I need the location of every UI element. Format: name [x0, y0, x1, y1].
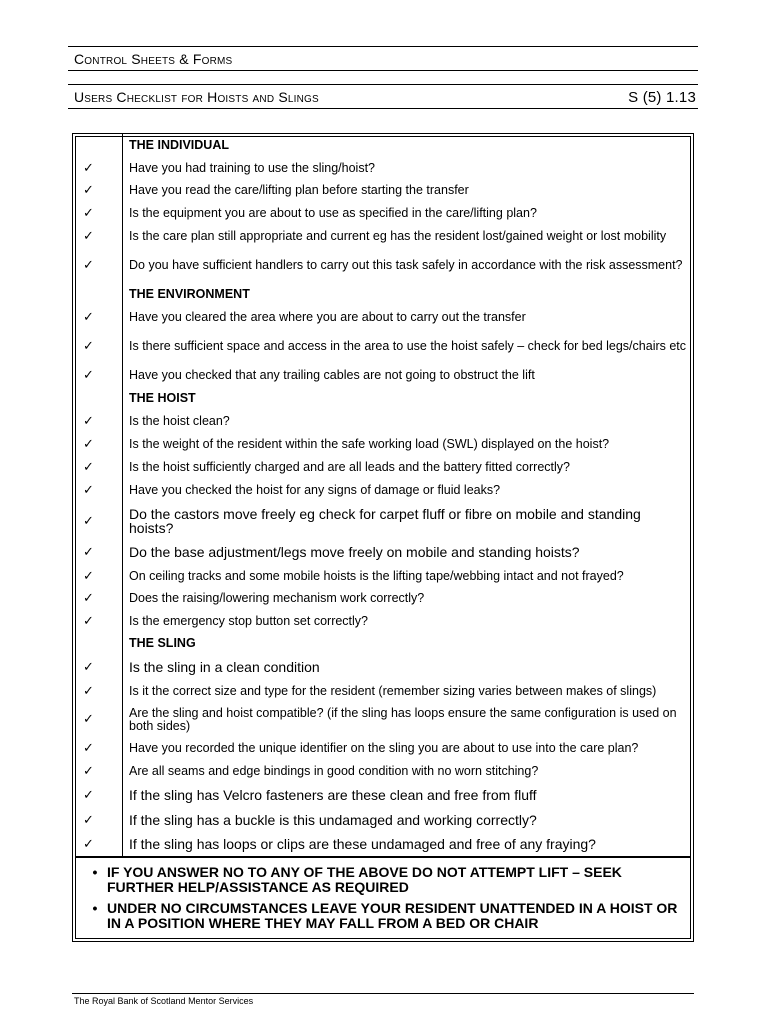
checklist-item [73, 565, 693, 587]
checklist-item [73, 783, 693, 808]
checkmark-icon: ✓ [73, 610, 123, 632]
checkmark-icon: ✓ [73, 760, 123, 783]
checklist-item [73, 680, 693, 702]
section-heading-row [73, 134, 693, 157]
checklist-item-text: Is the care plan still appropriate and current eg has the resident lost/gained weight or lost mobility [129, 229, 667, 243]
checkmark-icon: ✓ [73, 410, 123, 433]
checklist-item [73, 832, 693, 856]
document-code: S (5) 1.13 [628, 89, 696, 106]
warning-text: UNDER NO CIRCUMSTANCES LEAVE YOUR RESIDENT UNATTENDED IN A HOIST OR IN A POSITION WHERE THEY MAY FALL FROM A BED OR CHAIR [107, 900, 678, 931]
header-bottom-rule [68, 108, 698, 109]
checklist-item-text: Is the equipment you are about to use as specified in the care/lifting plan? [129, 206, 537, 220]
checklist-item-text: Have you checked the hoist for any signs of damage or fluid leaks? [129, 483, 501, 497]
checklist-item-text: If the sling has loops or clips are these undamaged and free of any fraying? [129, 835, 596, 852]
checkmark-icon: ✓ [73, 248, 123, 283]
checkmark-icon: ✓ [73, 540, 123, 565]
checklist-item-text: Do the castors move freely eg check for carpet fluff or fibre on mobile and standing hoists? [129, 505, 641, 536]
section-heading: THE INDIVIDUAL [129, 138, 229, 152]
checklist-item-text: Do you have sufficient handlers to carry out this task safely in accordance with the risk assessment? [129, 258, 683, 272]
checklist-item-text: Is the sling in a clean condition [129, 659, 320, 676]
checklist-item [73, 702, 693, 737]
checklist-item [73, 502, 693, 540]
checkmark-icon: ✓ [73, 702, 123, 737]
checkmark-icon: ✓ [73, 565, 123, 587]
checklist-item [73, 225, 693, 248]
checklist-item [73, 479, 693, 502]
checklist-item-text: Have you read the care/lifting plan before starting the transfer [129, 183, 469, 197]
checklist-item [73, 202, 693, 225]
checkmark-icon: ✓ [73, 179, 123, 202]
checkmark-icon: ✓ [73, 479, 123, 502]
checklist-item [73, 760, 693, 783]
checklist-item-text: Is the emergency stop button set correctly? [129, 613, 369, 628]
checklist-item [73, 540, 693, 565]
checkmark-icon: ✓ [73, 364, 123, 387]
checkmark-icon: ✓ [73, 808, 123, 832]
warnings-section [75, 856, 691, 941]
footer-rule [72, 993, 694, 994]
checklist-item [73, 329, 693, 364]
checklist-item [73, 364, 693, 387]
checklist-item-text: Is the hoist clean? [129, 414, 230, 428]
checklist-item [73, 179, 693, 202]
checklist-item [73, 610, 693, 632]
section-heading-row [73, 632, 693, 655]
checkmark-icon: ✓ [73, 456, 123, 479]
tick-cell-empty [73, 134, 123, 157]
checklist-item-text: Does the raising/lowering mechanism work correctly? [129, 591, 425, 605]
section-heading-row [73, 283, 693, 306]
bullet-icon: • [92, 900, 98, 916]
checklist-item-text: If the sling has a buckle is this undamaged and working correctly? [129, 811, 537, 828]
checklist-item-text: Is the hoist sufficiently charged and are all leads and the battery fitted correctly? [129, 460, 570, 474]
checklist-item [73, 410, 693, 433]
checklist-item [73, 737, 693, 760]
checkmark-icon: ✓ [73, 306, 123, 329]
document-title [74, 89, 696, 105]
checklist-item [73, 306, 693, 329]
checklist-rows [73, 134, 693, 856]
checklist-item [73, 655, 693, 680]
checklist-item-text: Is the weight of the resident within the safe working load (SWL) displayed on the hoist? [129, 437, 610, 451]
checklist-item-text: Have you had training to use the sling/hoist? [129, 160, 375, 175]
checklist-item [73, 157, 693, 179]
checkmark-icon: ✓ [73, 225, 123, 248]
bullet-icon: • [92, 864, 98, 880]
checklist-item [73, 456, 693, 479]
tick-cell-empty [73, 283, 123, 306]
document-title-text: Users Checklist for Hoists and Slings [74, 89, 319, 105]
section-title [74, 51, 696, 67]
checkmark-icon: ✓ [73, 587, 123, 610]
section-heading: THE SLING [129, 636, 196, 650]
checklist-item-text: Have you checked that any trailing cables are not going to obstruct the lift [129, 368, 535, 382]
section-heading: THE HOIST [129, 391, 196, 405]
checklist-item [73, 433, 693, 456]
checkmark-icon: ✓ [73, 329, 123, 364]
checkmark-icon: ✓ [73, 157, 123, 179]
checklist-item-text: Have you recorded the unique identifier on the sling you are about to use into the care plan? [129, 741, 639, 755]
checklist-item-text: Is there sufficient space and access in the area to use the hoist safely – check for bed legs/chairs etc [129, 339, 687, 353]
header-title-rule [68, 84, 698, 85]
section-title-text: Control Sheets & Forms [74, 51, 233, 67]
checklist-item-text: Is it the correct size and type for the resident (remember sizing varies between makes of slings) [129, 683, 657, 698]
checkmark-icon: ✓ [73, 680, 123, 702]
checkmark-icon: ✓ [73, 655, 123, 680]
checklist-item-text: Have you cleared the area where you are about to carry out the transfer [129, 310, 526, 324]
checklist-table [72, 133, 694, 942]
warning-item [83, 865, 683, 895]
section-heading: THE ENVIRONMENT [129, 287, 250, 301]
warning-text: IF YOU ANSWER NO TO ANY OF THE ABOVE DO NOT ATTEMPT LIFT – SEEK FURTHER HELP/ASSISTANCE AS REQUIRED [107, 864, 622, 895]
checklist-item-text: On ceiling tracks and some mobile hoists is the lifting tape/webbing intact and not frayed? [129, 568, 624, 583]
checkmark-icon: ✓ [73, 737, 123, 760]
tick-cell-empty [73, 387, 123, 410]
header-top-rule [68, 46, 698, 47]
checklist-item-text: Do the base adjustment/legs move freely on mobile and standing hoists? [129, 544, 580, 561]
footer-text: The Royal Bank of Scotland Mentor Services [74, 996, 254, 1006]
checkmark-icon: ✓ [73, 832, 123, 856]
checkmark-icon: ✓ [73, 783, 123, 808]
checklist-item-text: Are all seams and edge bindings in good condition with no worn stitching? [129, 764, 539, 778]
checklist-item [73, 587, 693, 610]
checkmark-icon: ✓ [73, 202, 123, 225]
checklist-item-text: If the sling has Velcro fasteners are these clean and free from fluff [129, 787, 537, 804]
checklist-item-text: Are the sling and hoist compatible? (if the sling has loops ensure the same configuration is used on both sides) [129, 705, 677, 733]
checklist-item [73, 248, 693, 283]
checklist-item [73, 808, 693, 832]
tick-cell-empty [73, 632, 123, 655]
checkmark-icon: ✓ [73, 502, 123, 540]
checkmark-icon: ✓ [73, 433, 123, 456]
section-heading-row [73, 387, 693, 410]
header-middle-rule [68, 70, 698, 71]
warning-item [83, 901, 683, 931]
